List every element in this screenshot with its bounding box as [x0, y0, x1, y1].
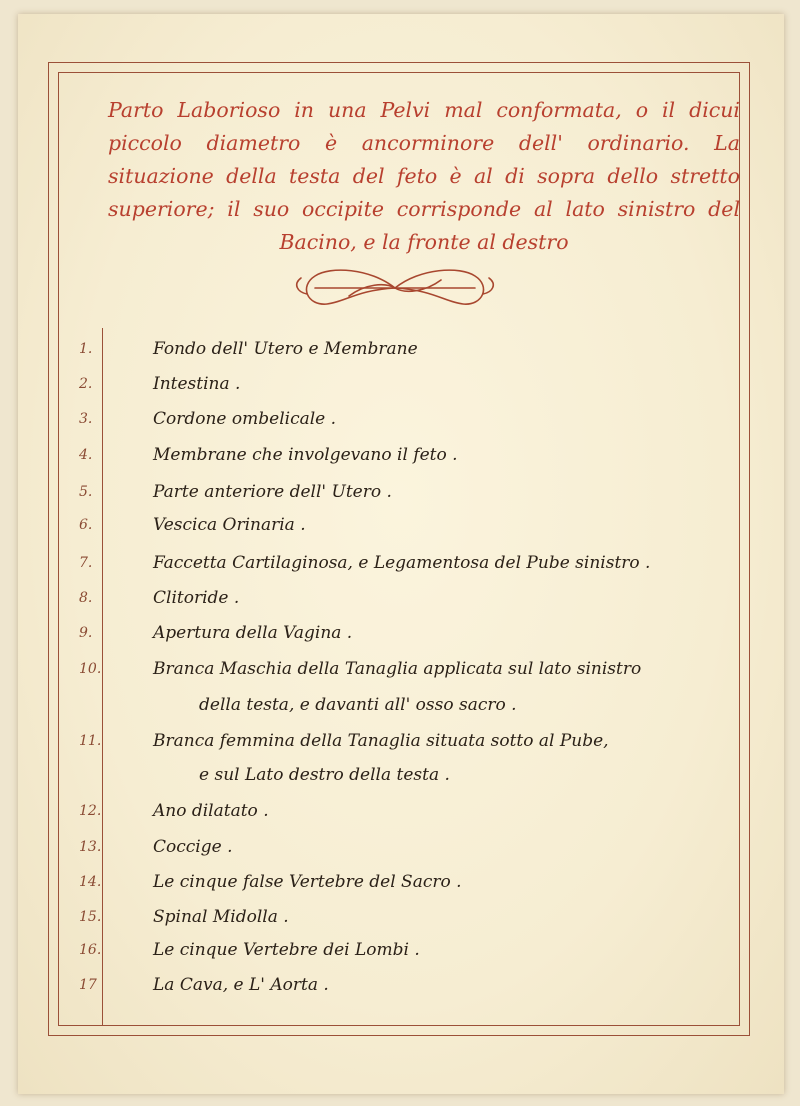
item-number: 10. [79, 661, 102, 677]
item-text: Faccetta Cartilaginosa, e Legamentosa del Pube sinistro . [153, 553, 651, 573]
item-text: Parte anteriore dell' Utero . [153, 482, 392, 502]
item-text: Cordone ombelicale . [153, 409, 337, 429]
list-item [0, 726, 740, 756]
item-number: 11. [79, 733, 102, 749]
list-item [0, 654, 740, 684]
item-number: 1. [79, 341, 93, 357]
list-item [0, 618, 740, 648]
item-number: 5. [79, 484, 93, 500]
item-text: Intestina . [153, 374, 241, 394]
item-number: 4. [79, 447, 93, 463]
list-item [0, 935, 740, 965]
item-number: 6. [79, 517, 93, 533]
item-number: 13. [79, 839, 102, 855]
list-item [0, 832, 740, 862]
item-text-continuation: della testa, e davanti all' osso sacro . [199, 695, 517, 715]
item-text: Fondo dell' Utero e Membrane [153, 339, 418, 359]
item-text: Spinal Midolla . [153, 907, 289, 927]
list-item [0, 369, 740, 399]
calligraphic-flourish-icon [285, 262, 505, 314]
list-item [0, 583, 740, 613]
item-text: La Cava, e L' Aorta . [153, 975, 329, 995]
item-number: 8. [79, 590, 93, 606]
item-text: Coccige . [153, 837, 233, 857]
item-number: 15. [79, 909, 102, 925]
list-item [0, 334, 740, 364]
list-item [0, 548, 740, 578]
list-item [0, 970, 740, 1000]
item-number: 16. [79, 942, 102, 958]
list-item [0, 477, 740, 507]
item-text-continuation: e sul Lato destro della testa . [199, 765, 450, 785]
item-text: Branca Maschia della Tanaglia applicata sul lato sinistro [153, 659, 642, 679]
item-number: 14. [79, 874, 102, 890]
item-number: 12. [79, 803, 102, 819]
item-text: Apertura della Vagina . [153, 623, 353, 643]
list-item [0, 440, 740, 470]
item-number: 2. [79, 376, 93, 392]
item-text: Ano dilatato . [153, 801, 269, 821]
item-text: Le cinque false Vertebre del Sacro . [153, 872, 462, 892]
list-item [0, 796, 740, 826]
list-item [0, 404, 740, 434]
item-text: Clitoride . [153, 588, 240, 608]
list-item [0, 510, 740, 540]
item-number: 7. [79, 555, 93, 571]
item-number: 3. [79, 411, 93, 427]
item-text: Vescica Orinaria . [153, 515, 306, 535]
list-item [0, 902, 740, 932]
list-item [0, 867, 740, 897]
item-text: Le cinque Vertebre dei Lombi . [153, 940, 420, 960]
item-text: Branca femmina della Tanaglia situata sotto al Pube, [153, 731, 609, 751]
item-number: 17 [79, 977, 97, 993]
item-text: Membrane che involgevano il feto . [153, 445, 458, 465]
item-number: 9. [79, 625, 93, 641]
page-title: Parto Laborioso in una Pelvi mal conformata, o il dicui piccolo diametro è ancorminore dell' ordinario. La situazione della testa del feto è al di sopra dello stretto superiore; il suo occipite corrisponde al lato sinistro del Bacino, e la fronte al destro [108, 98, 740, 254]
